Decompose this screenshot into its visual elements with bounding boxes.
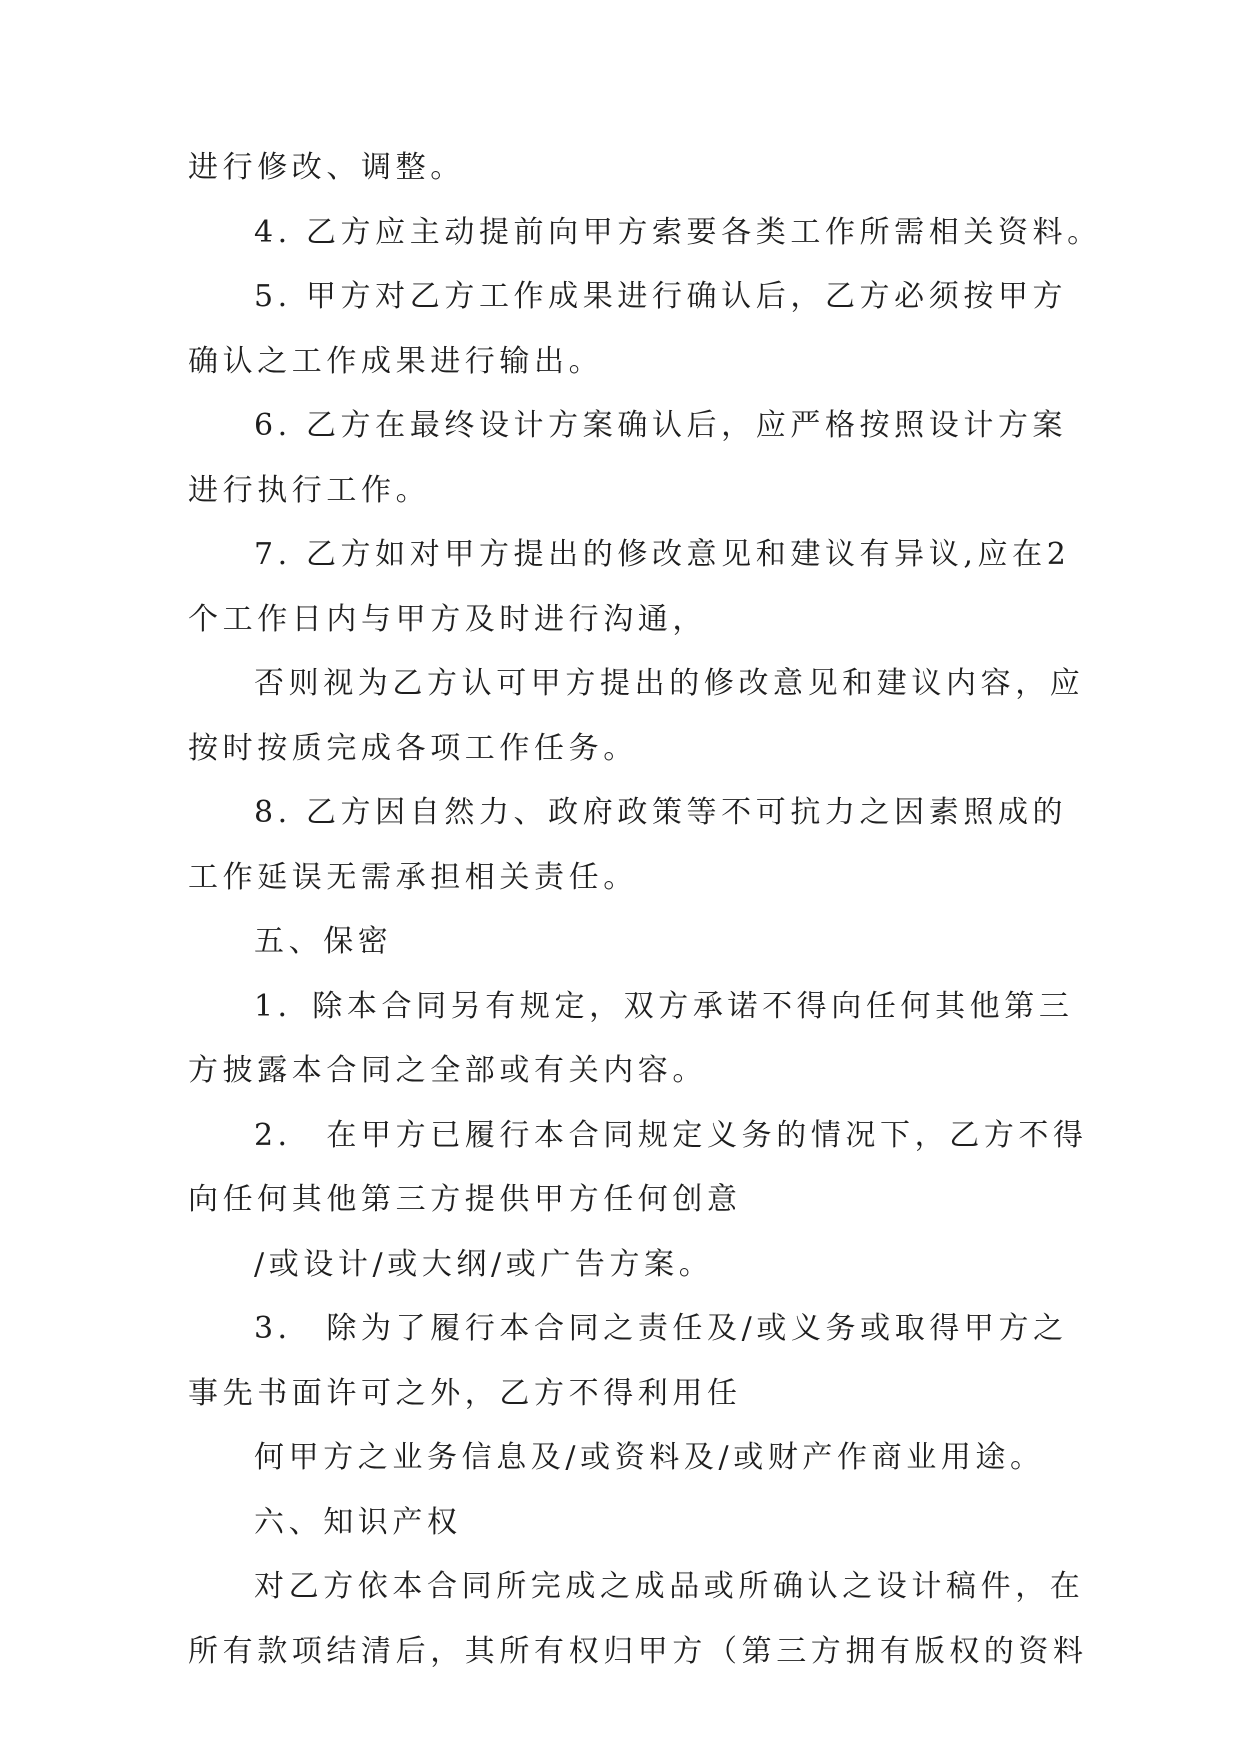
text-line: 所有款项结清后，其所有权归甲方（第三方拥有版权的资料 xyxy=(188,1634,1088,1669)
text-line: 4. 乙方应主动提前向甲方索要各类工作所需相关资料。 xyxy=(254,215,1102,250)
text-line: 对乙方依本合同所完成之成品或所确认之设计稿件，在 xyxy=(254,1569,1085,1604)
text-line: 按时按质完成各项工作任务。 xyxy=(188,731,638,766)
text-line: 7. 乙方如对甲方提出的修改意见和建议有异议,应在2 xyxy=(254,537,1071,572)
text-line: /或设计/或大纲/或广告方案。 xyxy=(254,1247,714,1282)
text-line: 进行修改、调整。 xyxy=(188,150,465,185)
text-line: 3． 除为了履行本合同之责任及/或义务或取得甲方之 xyxy=(254,1311,1068,1346)
text-line: 方披露本合同之全部或有关内容。 xyxy=(188,1053,707,1088)
text-line: 6. 乙方在最终设计方案确认后，应严格按照设计方案 xyxy=(254,408,1068,443)
text-line: 向任何其他第三方提供甲方任何创意 xyxy=(188,1182,742,1217)
text-line: 8. 乙方因自然力、政府政策等不可抗力之因素照成的 xyxy=(254,795,1068,830)
text-line: 何甲方之业务信息及/或资料及/或财产作商业用途。 xyxy=(254,1440,1045,1475)
text-line: 1．除本合同另有规定，双方承诺不得向任何其他第三 xyxy=(254,989,1074,1024)
text-line: 进行执行工作。 xyxy=(188,473,431,508)
text-line: 工作延误无需承担相关责任。 xyxy=(188,860,638,895)
text-line: 2． 在甲方已履行本合同规定义务的情况下，乙方不得 xyxy=(254,1118,1088,1153)
text-line: 确认之工作成果进行输出。 xyxy=(188,344,604,379)
text-line: 个工作日内与甲方及时进行沟通， xyxy=(188,602,707,637)
text-line: 事先书面许可之外，乙方不得利用任 xyxy=(188,1376,742,1411)
section-heading: 六、知识产权 xyxy=(254,1505,462,1540)
text-line: 5. 甲方对乙方工作成果进行确认后，乙方必须按甲方 xyxy=(254,279,1068,314)
text-line: 否则视为乙方认可甲方提出的修改意见和建议内容，应 xyxy=(254,666,1085,701)
section-heading: 五、保密 xyxy=(254,924,393,959)
